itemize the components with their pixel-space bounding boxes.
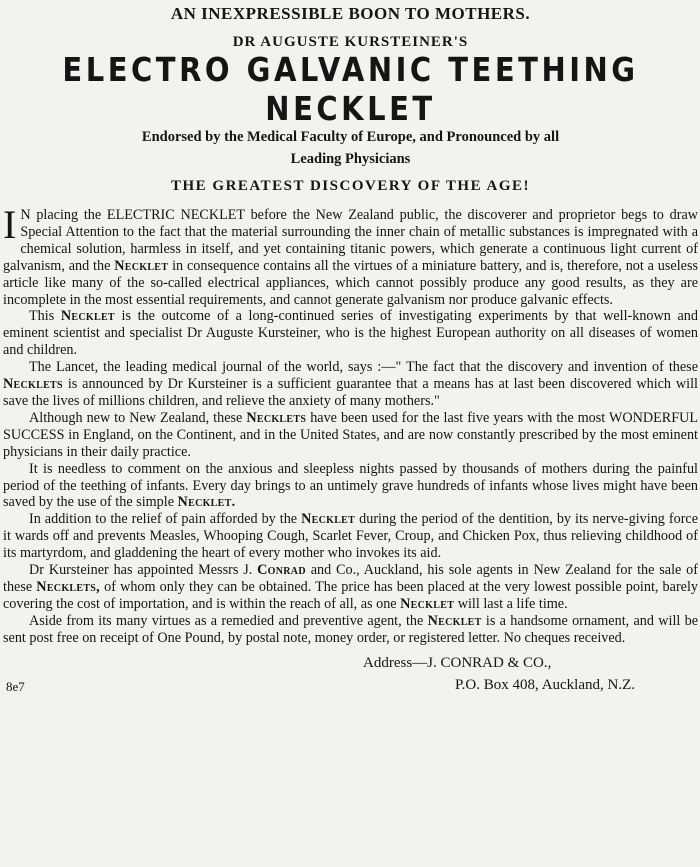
paragraph-6: In addition to the relief of pain afforded by the Necklet during the period of the dentition, by its nerve-giving force it wards off and prevents Measles, Whooping Cough, Scarlet Fever, Croup, and Chicken Pox, thus relieving childhood of its martyrdom, and gladdening the heart of every mother who invokes its aid. bbox=[3, 511, 699, 562]
byline: DR AUGUSTE KURSTEINER'S bbox=[232, 34, 469, 50]
paragraph-4: Although new to New Zealand, these Necklets have been used for the last five years with the most WONDERFUL SUCCESS in England, on the Continent, and in the United States, and are now constantly prescribed by the most eminent physicians in their daily practice. bbox=[3, 409, 699, 460]
address-block bbox=[3, 655, 698, 699]
drop-cap: I bbox=[3, 202, 17, 247]
paragraph-5: It is needless to comment on the anxious and sleepless nights passed by thousands of mothers during the painful period of the teething of infants. Every day brings to an untimely grave hundreds of infants whose lives might have been saved by the use of the simple Necklet. bbox=[3, 460, 698, 511]
po-box-line: P.O. Box 408, Auckland, N.Z. bbox=[455, 676, 635, 693]
paragraph-8: Aside from its many virtues as a remedied and preventive agent, the Necklet is a handsome ornament, and will be sent post free on receipt of One Pound, by postal note, money order, or registered letter. No cheques received. bbox=[3, 612, 699, 646]
paragraph-2: This Necklet is the outcome of a long-continued series of investigating experiments by that well-known and eminent scientist and specialist Dr Auguste Kursteiner, who is the highest European authority on all diseases of women and children. bbox=[3, 308, 698, 359]
paragraph-3: The Lancet, the leading medical journal of the world, says :—" The fact that the discovery and invention of these Necklets is announced by Dr Kursteiner is a sufficient guarantee that a means has at last been discovered which will save the lives of millions children, and relieve the anxiety of many mothers." bbox=[3, 359, 699, 409]
endorsement-line-1: Endorsed by the Medical Faculty of Europe, and Pronounced by all bbox=[141, 129, 560, 145]
product-title: ELECTRO GALVANIC TEETHING NECKLET bbox=[62, 49, 639, 129]
advertisement-body bbox=[3, 202, 699, 647]
paragraph-1: I N placing the ELECTRIC NECKLET before the New Zealand public, the discoverer and proprietor begs to draw Special Attention to the fact that the material surrounding the inner chain of metallic substances is impregnated with a chemical solution, harmless in itself, and yet containing titanic powers, which generate a continuous light current of galvanism, and the Necklet in consequence contains all the virtues of a miniature battery, and is, therefore, not a useless article like many of the so-called electrical appliances, which cannot possibly produce any good results, as they are incomplete in the most essential requirements, and cannot generate galvanism nor produce galvanic effects. bbox=[3, 202, 698, 308]
discovery-slogan: THE GREATEST DISCOVERY OF THE AGE! bbox=[170, 178, 531, 194]
endorsement-line-2: Leading Physicians bbox=[290, 151, 411, 167]
headline: AN INEXPRESSIBLE BOON TO MOTHERS. bbox=[170, 4, 531, 23]
address-line: Address—J. CONRAD & CO., bbox=[363, 654, 552, 671]
paragraph-7: Dr Kursteiner has appointed Messrs J. Conrad and Co., Auckland, his sole agents in New Zealand for the sale of these Necklets, of whom only they can be obtained. The price has been placed at the very lowest possible point, barely covering the cost of importation, and is within the reach of all, as one Necklet will last a life time. bbox=[3, 562, 699, 612]
ad-code: 8e7 bbox=[6, 678, 25, 694]
